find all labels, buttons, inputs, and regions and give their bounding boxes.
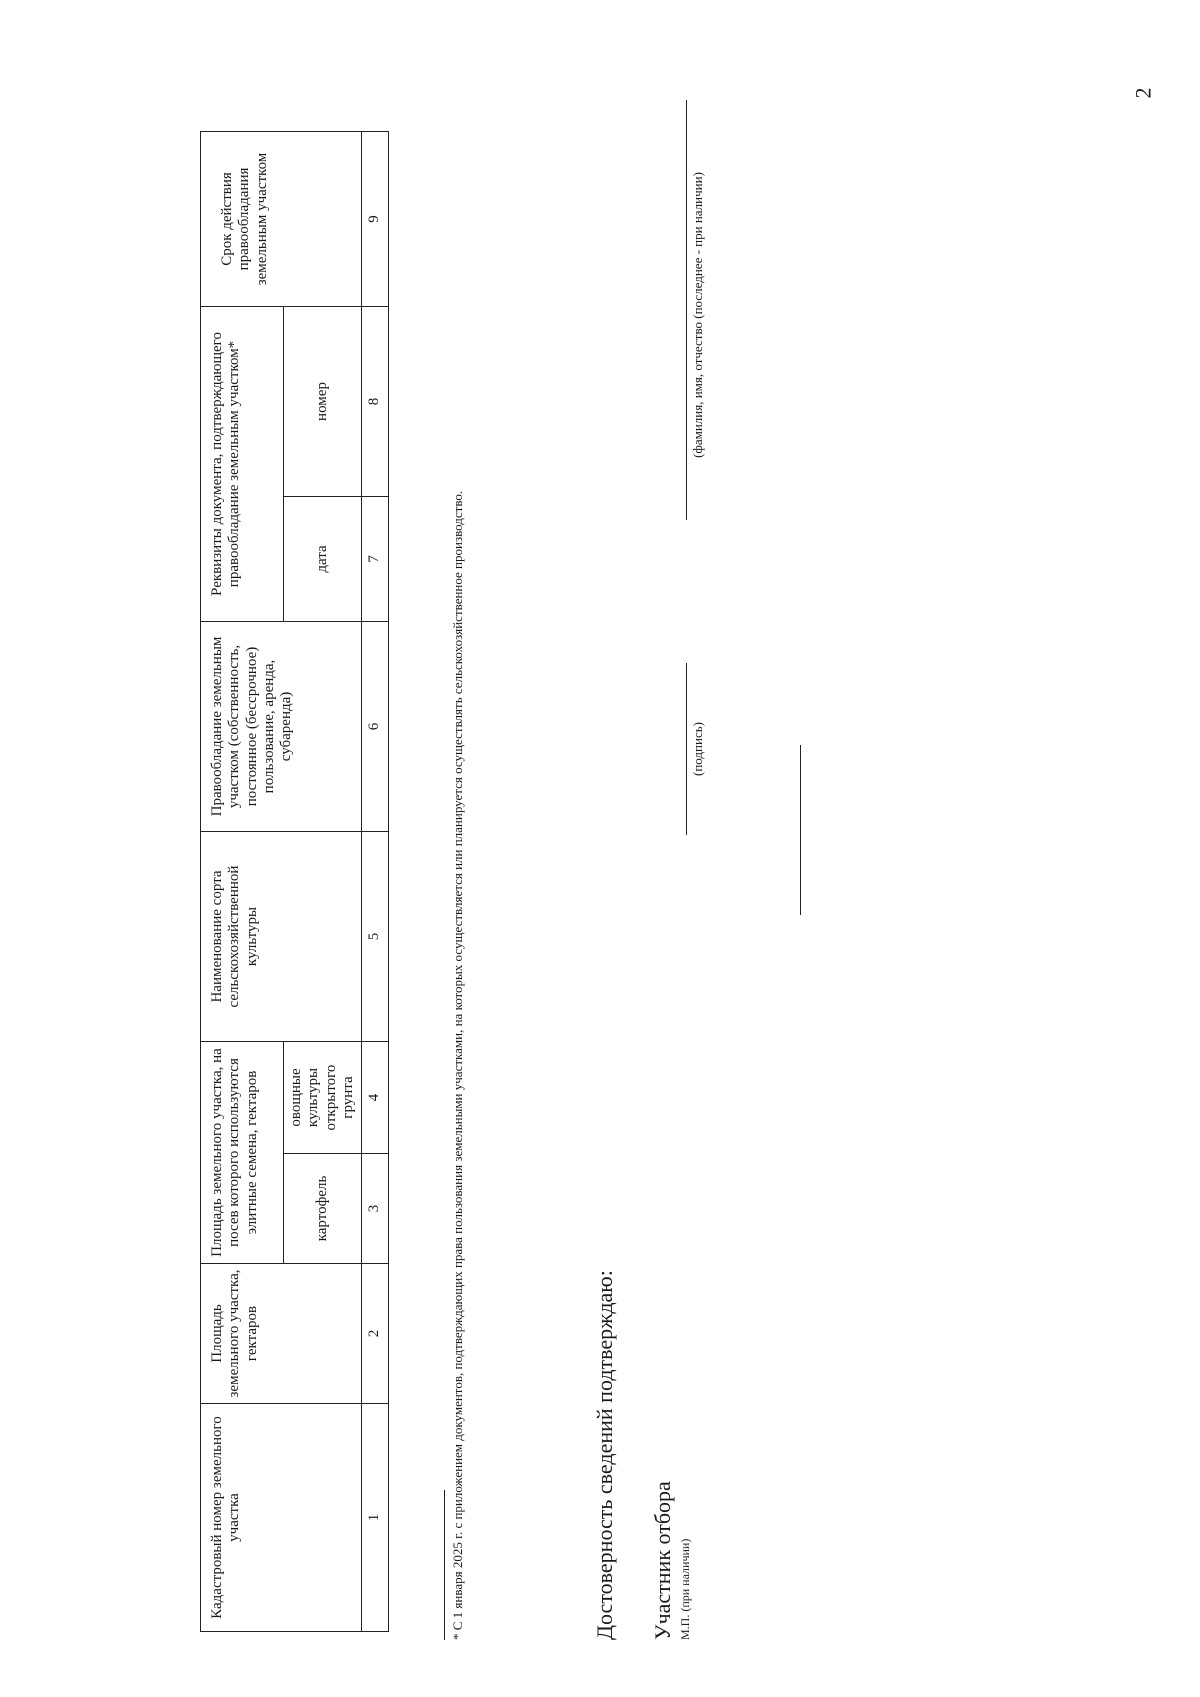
column-number: 1 xyxy=(362,1404,389,1632)
column-number: 4 xyxy=(362,1042,389,1154)
header-cadastral-number: Кадастровый номер земельного участка xyxy=(201,1404,362,1632)
column-number: 9 xyxy=(362,132,389,307)
column-number: 7 xyxy=(362,497,389,622)
column-number: 3 xyxy=(362,1154,389,1264)
landscape-sheet xyxy=(0,100,1120,1660)
column-number-row xyxy=(362,132,389,1632)
name-line xyxy=(686,100,687,520)
column-number: 2 xyxy=(362,1264,389,1404)
subheader-potato: картофель xyxy=(284,1154,362,1264)
column-number: 8 xyxy=(362,307,389,497)
participant-label: Участник отбора xyxy=(650,1481,675,1640)
signature-line xyxy=(686,663,687,835)
table-header-row xyxy=(201,132,284,1632)
subheader-vegetables: овощные культуры открытого грунта xyxy=(284,1042,362,1154)
header-variety-name: Наименование сорта сельскохозяйственной культуры xyxy=(201,832,362,1042)
blank-line xyxy=(800,745,801,915)
subheader-date: дата xyxy=(284,497,362,622)
confirmation-statement: Достоверность сведений подтверждаю: xyxy=(592,1270,617,1640)
header-document-details: Реквизиты документа, подтверждающего правообладание земельным участком* xyxy=(201,307,284,622)
column-number: 6 xyxy=(362,622,389,832)
signature-caption: (подпись) xyxy=(690,722,705,776)
page-number: 2 xyxy=(1130,87,1156,99)
column-number: 5 xyxy=(362,832,389,1042)
name-caption: (фамилия, имя, отчество (последнее - при наличии) xyxy=(690,172,705,458)
header-ownership: Правообладание земельным участком (собственность, постоянное (бессрочное) пользование, аренда, субаренда) xyxy=(201,622,362,832)
header-elite-seeds-area: Площадь земельного участка, на посев которого используются элитные семена, гектаров xyxy=(201,1042,284,1264)
footnote-rule xyxy=(444,1490,445,1640)
subheader-number: номер xyxy=(284,307,362,497)
header-plot-area: Площадь земельного участка, гектаров xyxy=(201,1264,362,1404)
footnote: * С 1 января 2025 г. с приложением документов, подтверждающих права пользования земельными участками, на которых осуществляется или планируется осуществлять сельскохозяйственное производство. xyxy=(450,490,465,1640)
header-ownership-term: Срок действия правообладания земельным участком xyxy=(201,132,362,307)
land-plots-table xyxy=(200,131,389,1632)
stamp-note: М.П. (при наличии) xyxy=(678,1538,692,1640)
